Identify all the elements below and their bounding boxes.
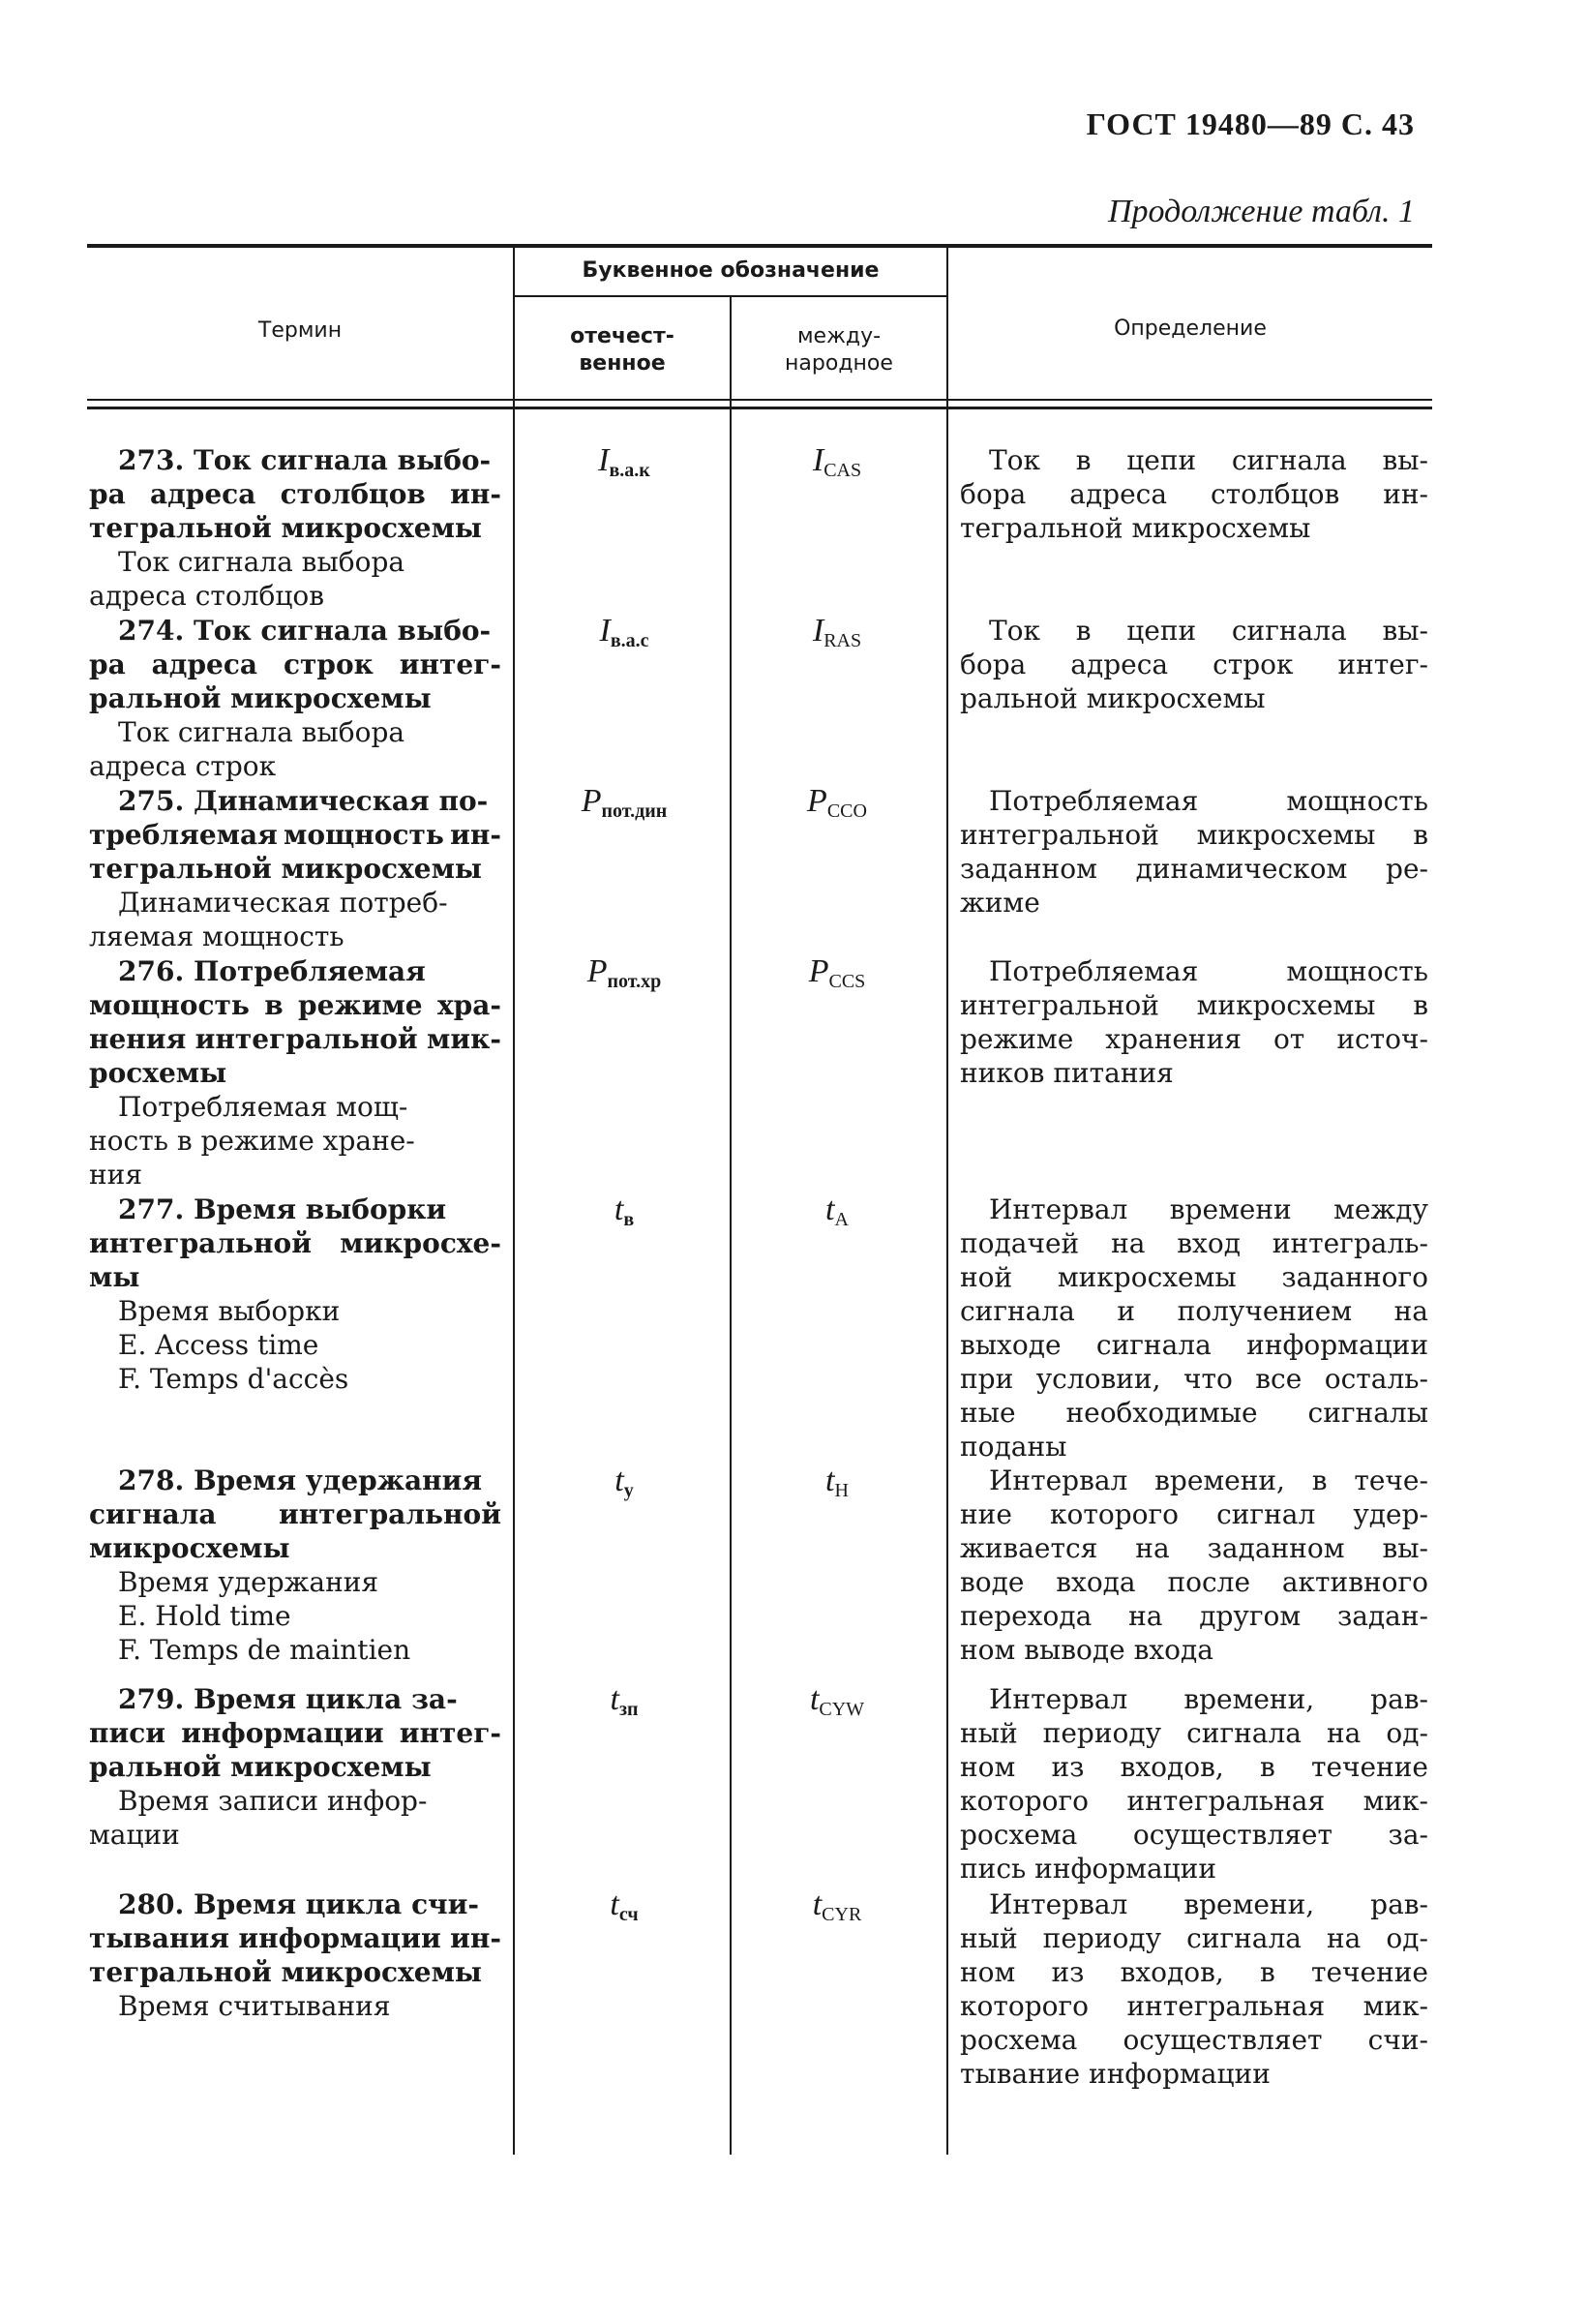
definition-cell [960, 443, 1428, 545]
term-cell [89, 1464, 501, 1667]
term-plain-line: Динамическая потреб- [118, 887, 448, 919]
definition-line: тывание информации [960, 2058, 1271, 2090]
definition-line: режиме хранения от источ- [960, 1023, 1428, 1055]
domestic-symbol [523, 443, 726, 488]
definition-line: Ток в цепи сигнала вы- [989, 444, 1428, 476]
term-bold-line: тегральной микросхемы [89, 853, 482, 885]
definition-cell [960, 1464, 1428, 1667]
definition-line: перехода на другом задан- [960, 1600, 1428, 1632]
definition-line: которого интегральная мик- [960, 1785, 1428, 1817]
domestic-symbol [523, 1887, 726, 1932]
definition-line: воде входа после активного [960, 1566, 1428, 1598]
domestic-symbol [523, 1682, 726, 1727]
term-cell [89, 1192, 501, 1396]
term-plain-line: Время записи инфор- [118, 1785, 428, 1817]
definition-line: Интервал времени, рав- [989, 1683, 1428, 1715]
term-plain-line: адреса столбцов [89, 580, 325, 612]
term-bold-line: 280. Время цикла счи- [118, 1888, 479, 1920]
term-bold-line: 278. Время удержания [118, 1464, 483, 1496]
domestic-symbol [523, 1464, 726, 1508]
definition-cell [960, 954, 1428, 1090]
term-cell [89, 1887, 501, 2023]
term-bold-line: ра адреса строк интег- [89, 649, 501, 680]
term-plain-line: Время считывания [118, 1990, 391, 2022]
term-plain-line: Время удержания [118, 1566, 379, 1598]
definition-line: живается на заданном вы- [960, 1532, 1428, 1564]
table-top-rule [87, 244, 1432, 248]
header-term: Термин [257, 318, 343, 343]
international-symbol-subscript: CCS [828, 971, 866, 992]
term-bold-line: мы [89, 1261, 140, 1293]
international-symbol-base: t [825, 1463, 835, 1498]
term-bold-line: ральной микросхемы [89, 682, 432, 714]
header-designation: Буквенное обозначение [582, 258, 880, 283]
domestic-symbol-base: t [610, 1886, 619, 1922]
domestic-symbol [523, 614, 726, 658]
definition-line: выходе сигнала информации [960, 1329, 1428, 1361]
term-cell [89, 784, 501, 953]
definition-line: бора адреса строк интег- [960, 649, 1428, 680]
term-bold-line: писи информации интег- [89, 1717, 501, 1749]
international-symbol-base: I [812, 613, 824, 649]
international-symbol-base: t [809, 1681, 820, 1717]
domestic-symbol-subscript: у [623, 1480, 634, 1501]
domestic-symbol-base: I [598, 442, 610, 478]
international-symbol-base: I [812, 442, 824, 478]
domestic-symbol [523, 1192, 726, 1237]
term-cell [89, 954, 501, 1192]
definition-line: ние которого сигнал удер- [960, 1498, 1428, 1530]
term-bold-line: 276. Потребляемая [118, 955, 426, 987]
term-bold-line: 277. Время выборки [118, 1193, 447, 1225]
definition-line: жиме [960, 887, 1040, 919]
international-symbol-subscript: H [834, 1480, 849, 1501]
term-plain-line: ность в режиме хране- [89, 1125, 415, 1157]
term-plain-line: Ток сигнала выбора [118, 546, 405, 578]
term-bold-line: нения интегральной мик- [89, 1023, 501, 1055]
term-plain-line: E. Access time [118, 1329, 319, 1361]
header-definition: Определение [1114, 317, 1267, 341]
header-domestic-line-1: отечест- [570, 324, 674, 348]
definition-line: Потребляемая мощность [989, 785, 1428, 817]
term-plain-line: ния [89, 1159, 142, 1191]
term-cell [89, 1682, 501, 1852]
definition-line: Интервал времени между [989, 1193, 1428, 1225]
definition-line: Ток в цепи сигнала вы- [989, 615, 1428, 647]
term-plain-line: ляемая мощность [89, 921, 344, 952]
header-bottom-rule-2 [87, 407, 1432, 409]
term-plain-line: Ток сигнала выбора [118, 716, 405, 748]
term-bold-line: тывания информации ин- [89, 1922, 501, 1954]
definition-line: Интервал времени, рав- [989, 1888, 1428, 1920]
domestic-symbol-base: t [614, 1463, 624, 1498]
domestic-symbol-base: t [610, 1681, 619, 1717]
term-bold-line: мощность в режиме хра- [89, 989, 501, 1021]
definition-line: ников питания [960, 1057, 1174, 1089]
definition-line: интегральной микросхемы в [960, 989, 1428, 1021]
definition-cell [960, 784, 1428, 920]
column-divider-3 [946, 248, 948, 2155]
header-international [732, 323, 946, 377]
term-plain-line: Потребляемая мощ- [118, 1091, 408, 1123]
definition-line: тегральной микросхемы [960, 512, 1311, 544]
definition-line: пись информации [960, 1853, 1216, 1885]
international-symbol [735, 1682, 939, 1727]
international-symbol [735, 443, 939, 488]
international-symbol-base: t [812, 1886, 823, 1922]
definition-line: сигнала и получением на [960, 1295, 1428, 1327]
term-bold-line: 274. Ток сигнала выбо- [118, 615, 492, 647]
international-symbol-subscript: CYR [822, 1904, 862, 1925]
header-international-line-2: народное [785, 351, 893, 376]
definition-line: ной микросхемы заданного [960, 1261, 1428, 1293]
term-bold-line: интегральной микросхе- [89, 1227, 501, 1259]
definition-line: ном из входов, в течение [960, 1751, 1428, 1783]
column-divider-2 [730, 295, 732, 2155]
international-symbol-base: t [825, 1192, 835, 1227]
definition-line: поданы [960, 1431, 1067, 1463]
definition-line: росхема осуществляет счи- [960, 2024, 1428, 2056]
term-plain-line: F. Temps de maintien [118, 1634, 411, 1666]
domestic-symbol-subscript: в.а.с [610, 630, 649, 651]
domestic-symbol-subscript: пот.дин [601, 800, 668, 822]
page-header-title: ГОСТ 19480—89 С. 43 [1086, 106, 1415, 141]
definition-cell [960, 1887, 1428, 2091]
header-international-line-1: между- [796, 324, 882, 348]
domestic-symbol [523, 784, 726, 829]
definition-line: интегральной микросхемы в [960, 819, 1428, 851]
definition-line: заданном динамическом ре- [960, 853, 1428, 885]
international-symbol-subscript: CCO [826, 800, 867, 822]
international-symbol-subscript: A [834, 1209, 849, 1230]
term-bold-line: 273. Ток сигнала выбо- [118, 444, 492, 476]
definition-line: при условии, что все осталь- [960, 1363, 1428, 1395]
domestic-symbol-base: I [599, 613, 611, 649]
definition-line: росхема осуществляет за- [960, 1819, 1428, 1851]
international-symbol [735, 954, 939, 999]
term-plain-line: мации [89, 1819, 180, 1851]
definition-line: Интервал времени, в тече- [989, 1464, 1428, 1496]
domestic-symbol-base: P [586, 953, 608, 989]
international-symbol [735, 1887, 939, 1932]
definition-line: ный периоду сигнала на од- [960, 1717, 1428, 1749]
term-cell [89, 443, 501, 613]
definition-cell [960, 1682, 1428, 1886]
international-symbol [735, 1464, 939, 1508]
international-symbol-subscript: RAS [823, 630, 862, 651]
term-plain-line: F. Temps d'accès [118, 1363, 349, 1395]
international-symbol [735, 784, 939, 829]
term-plain-line: E. Hold time [118, 1600, 291, 1632]
domestic-symbol [523, 954, 726, 999]
definition-line: ном из входов, в течение [960, 1956, 1428, 1988]
term-cell [89, 614, 501, 783]
table-continuation-label: Продолжение табл. 1 [1107, 194, 1415, 229]
international-symbol [735, 1192, 939, 1237]
term-bold-line: 275. Динамическая по- [118, 785, 489, 817]
international-symbol-subscript: CYW [819, 1699, 865, 1720]
domestic-symbol-subscript: в [623, 1209, 635, 1230]
term-plain-line: адреса строк [89, 750, 277, 782]
definition-cell [960, 1192, 1428, 1464]
domestic-symbol-base: P [581, 783, 602, 819]
domestic-symbol-subscript: в.а.к [609, 460, 650, 481]
international-symbol-base: P [808, 953, 829, 989]
definition-line: ном выводе входа [960, 1634, 1213, 1666]
header-domestic [515, 323, 730, 377]
international-symbol-subscript: CAS [823, 460, 862, 481]
definition-line: подачей на вход интеграль- [960, 1227, 1428, 1259]
term-bold-line: росхемы [89, 1057, 227, 1089]
definition-cell [960, 614, 1428, 715]
international-symbol-base: P [807, 783, 827, 819]
international-symbol [735, 614, 939, 658]
definition-line: ные необходимые сигналы [960, 1397, 1428, 1429]
term-bold-line: тегральной микросхемы [89, 512, 482, 544]
domestic-symbol-base: t [614, 1192, 624, 1227]
definition-line: ный периоду сигнала на од- [960, 1922, 1428, 1954]
domestic-symbol-subscript: зп [618, 1699, 639, 1720]
domestic-symbol-subscript: сч [618, 1904, 639, 1925]
domestic-symbol-subscript: пот.хр [607, 971, 662, 992]
definition-line: бора адреса столбцов ин- [960, 478, 1428, 510]
term-bold-line: ральной микросхемы [89, 1751, 432, 1783]
term-bold-line: микросхемы [89, 1532, 290, 1564]
term-bold-line: 279. Время цикла за- [118, 1683, 458, 1715]
term-bold-line: требляемая мощность ин- [89, 819, 501, 851]
definition-line: ральной микросхемы [960, 682, 1266, 714]
column-divider-1 [513, 248, 515, 2155]
header-bottom-rule [87, 399, 1432, 401]
term-bold-line: ра адреса столбцов ин- [89, 478, 501, 510]
term-bold-line: сигнала интегральной [89, 1498, 501, 1530]
term-bold-line: тегральной микросхемы [89, 1956, 482, 1988]
term-plain-line: Время выборки [118, 1295, 341, 1327]
definition-line: которого интегральная мик- [960, 1990, 1428, 2022]
header-domestic-line-2: венное [579, 351, 666, 376]
definition-line: Потребляемая мощность [989, 955, 1428, 987]
